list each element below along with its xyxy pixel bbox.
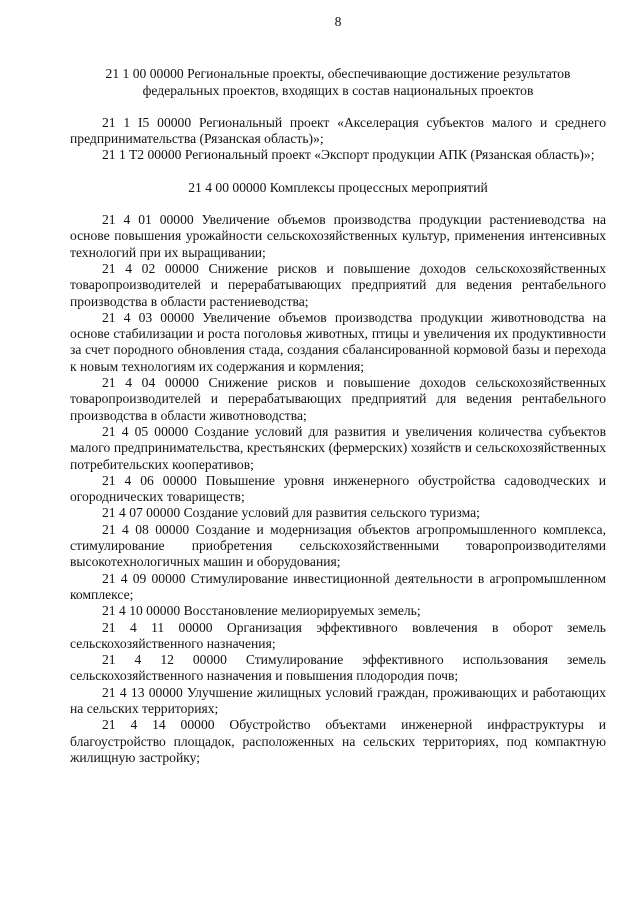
heading-regional-projects: 21 1 00 00000 Региональные проекты, обеспечивающие достижение результатов федеральных проектов, входящих в состав национальных проектов — [105, 66, 571, 98]
list-item: 21 4 12 00000 Стимулирование эффективного использования земель сельскохозяйственного назначения и повышения плодородия почв; — [70, 652, 606, 684]
list-item: 21 4 04 00000 Снижение рисков и повышение доходов сельскохозяйственных товаропроизводителей и перерабатывающих предприятий для ведения рентабельного производства в области животноводства; — [70, 375, 606, 423]
list-item: 21 4 01 00000 Увеличение объемов производства продукции растениеводства на основе повышения урожайности сельскохозяйственных культур, применения интенсивных технологий при их выращивании; — [70, 212, 606, 260]
list-item: 21 4 08 00000 Создание и модернизация объектов агропромышленного комплекса, стимулирование приобретения сельскохозяйственными товаропроизводителями высокотехнологичных машин и оборудования; — [70, 521, 606, 570]
list-item: 21 4 13 00000 Улучшение жилищных условий граждан, проживающих и работающих на сельских территориях; — [70, 684, 606, 716]
list-item: 21 4 11 00000 Организация эффективного вовлечения в оборот земель сельскохозяйственного назначения; — [70, 619, 606, 651]
list-item: 21 4 02 00000 Снижение рисков и повышение доходов сельскохозяйственных товаропроизводителей и перерабатывающих предприятий для ведения рентабельного производства в области растениеводства; — [70, 260, 606, 309]
regional-item: 21 1 T2 00000 Региональный проект «Экспорт продукции АПК (Рязанская область)»; — [102, 147, 595, 163]
list-item: 21 4 10 00000 Восстановление мелиорируемых земель; — [102, 603, 421, 619]
page-number: 8 — [334, 14, 342, 29]
list-item: 21 4 03 00000 Увеличение объемов производства продукции животноводства на основе стабилизации и роста поголовья животных, птицы и увеличения их продуктивности за счет породного обновления стада, создания сбалансированной кормовой базы и перехода к новым технологиям их содержания и кормления; — [70, 309, 606, 374]
complex-items-list — [70, 212, 606, 766]
heading-process-complexes: 21 4 00 00000 Комплексы процессных мероприятий — [188, 179, 488, 195]
list-item: 21 4 09 00000 Стимулирование инвестиционной деятельности в агропромышленном комплексе; — [70, 570, 606, 602]
list-item: 21 4 07 00000 Создание условий для развития сельского туризма; — [102, 505, 480, 521]
list-item: 21 4 14 00000 Обустройство объектами инженерной инфраструктуры и благоустройство площадок, расположенных на сельских территориях, под компактную жилищную застройку; — [70, 717, 606, 765]
list-item: 21 4 06 00000 Повышение уровня инженерного обустройства садоводческих и огороднических товариществ; — [70, 472, 606, 505]
list-item: 21 4 05 00000 Создание условий для развития и увеличения количества субъектов малого предпринимательства, крестьянских (фермерских) хозяйств и сельскохозяйственных потребительских кооперативов; — [70, 423, 606, 472]
regional-item: 21 1 I5 00000 Региональный проект «Акселерация субъектов малого и среднего предпринимательства (Рязанская область)»; — [70, 114, 606, 147]
